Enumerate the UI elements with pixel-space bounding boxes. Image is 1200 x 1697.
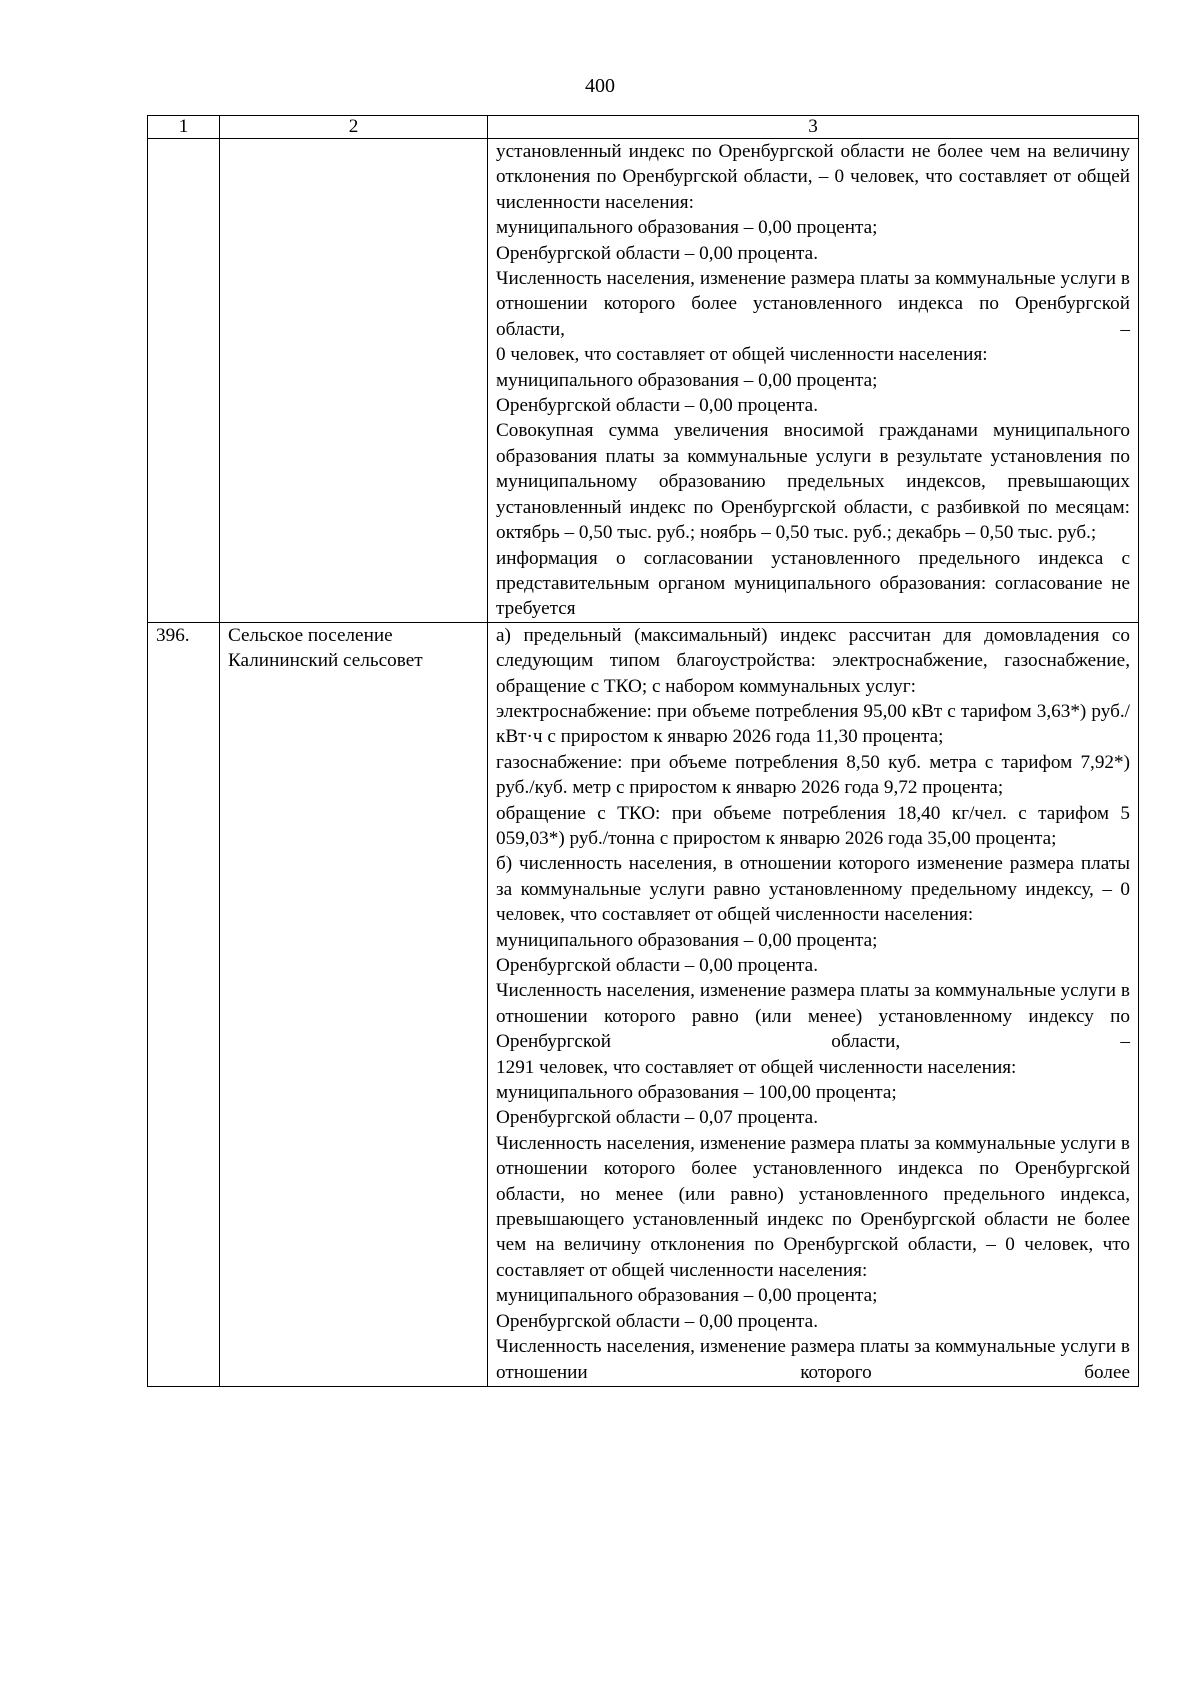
page-number: 400 [585,75,615,97]
paragraph: Численность населения, изменение размера платы за коммунальные услуги в отношении которого равно (или менее) установленному индексу по Оренбургской области, – [496,980,1130,1053]
paragraph: Оренбургской области – 0,00 процента. [496,955,818,976]
row-number-cell [148,139,220,623]
paragraph: обращение с ТКО: при объеме потребления 18,40 кг/чел. с тарифом 5 059,03*) руб./тонна с приростом к январю 2026 года 35,00 процента; [496,802,1130,849]
paragraph: Оренбургской области – 0,07 процента. [496,1107,818,1129]
column-header-1: 1 [148,116,220,139]
paragraph: Совокупная сумма увеличения вносимой гражданами муниципального образования платы за коммунальные услуги в результате установления по муниципальному образованию предельных индексов, превышающих установленный индекс по Оренбургской области, с разбивкой по месяцам: октябрь – 0,50 тыс. руб.; ноябрь – 0,50 тыс. руб.; декабрь – 0,50 тыс. руб.; [496,420,1130,544]
paragraph: 1291 человек, что составляет от общей численности населения: [496,1056,1017,1078]
municipality-name-line: Калининский сельсовет [228,650,423,672]
paragraph: Численность населения, изменение размера платы за коммунальные услуги в отношении которого более установленного индекса по Оренбургской области, – [496,268,1130,340]
paragraph: Оренбургской области – 0,00 процента. [496,242,818,264]
municipality-cell [220,139,488,623]
row-number-cell: 396. [148,622,220,1386]
paragraph: 0 человек, что составляет от общей численности населения: [496,344,988,366]
paragraph: Численность населения, изменение размера платы за коммунальные услуги в отношении которого более [496,1336,1130,1383]
paragraph: установленный индекс по Оренбургской области не более чем на величину отклонения по Оренбургской области, – 0 человек, что составляет от общей численности населения: [496,141,1130,213]
description-cell [488,622,1139,1386]
column-header-3: 3 [488,116,1139,139]
paragraph: б) численность населения, в отношении которого изменение размера платы за коммунальные услуги равно установленному предельному индексу, – 0 человек, что составляет от общей численности населения: [496,853,1130,926]
description-cell [488,139,1139,623]
table-header-row [148,116,1139,139]
paragraph: муниципального образования – 0,00 процента; [496,369,878,391]
paragraph: Оренбургской области – 0,00 процента. [496,1310,818,1332]
paragraph: а) предельный (максимальный) индекс рассчитан для домовладения со следующим типом благоустройства: электроснабжение, газоснабжение, обращение с ТКО; с набором коммунальных услуг: [496,624,1130,697]
column-header-2: 2 [220,116,488,139]
table-row-396 [148,622,1139,1386]
municipality-name-line: Сельское поселение [228,624,393,646]
paragraph: электроснабжение: при объеме потребления 95,00 кВт с тарифом 3,63*) руб./кВт·ч с приростом к январю 2026 года 11,30 процента; [496,700,1130,748]
paragraph: информация о согласовании установленного предельного индекса с представительным органом муниципального образования: согласование не требуется [496,547,1130,620]
paragraph: муниципального образования – 0,00 процента; [496,1285,878,1307]
paragraph: муниципального образования – 100,00 процента; [496,1082,897,1104]
municipality-cell [220,622,488,1386]
table-row-continued [148,139,1139,623]
paragraph: Численность населения, изменение размера платы за коммунальные услуги в отношении которого более установленного индекса по Оренбургской области, но менее (или равно) установленного предельного индекса, превышающего установленный индекс по Оренбургской области не более чем на величину отклонения по Оренбургской области, – 0 человек, что составляет от общей численности населения: [496,1132,1130,1281]
paragraph: газоснабжение: при объеме потребления 8,50 куб. метра с тарифом 7,92*) руб./куб. метр с приростом к январю 2026 года 9,72 процента; [496,751,1130,799]
paragraph: муниципального образования – 0,00 процента; [496,929,878,951]
paragraph: муниципального образования – 0,00 процента; [496,217,878,239]
paragraph: Оренбургской области – 0,00 процента. [496,395,818,417]
indices-table [147,115,1139,1387]
